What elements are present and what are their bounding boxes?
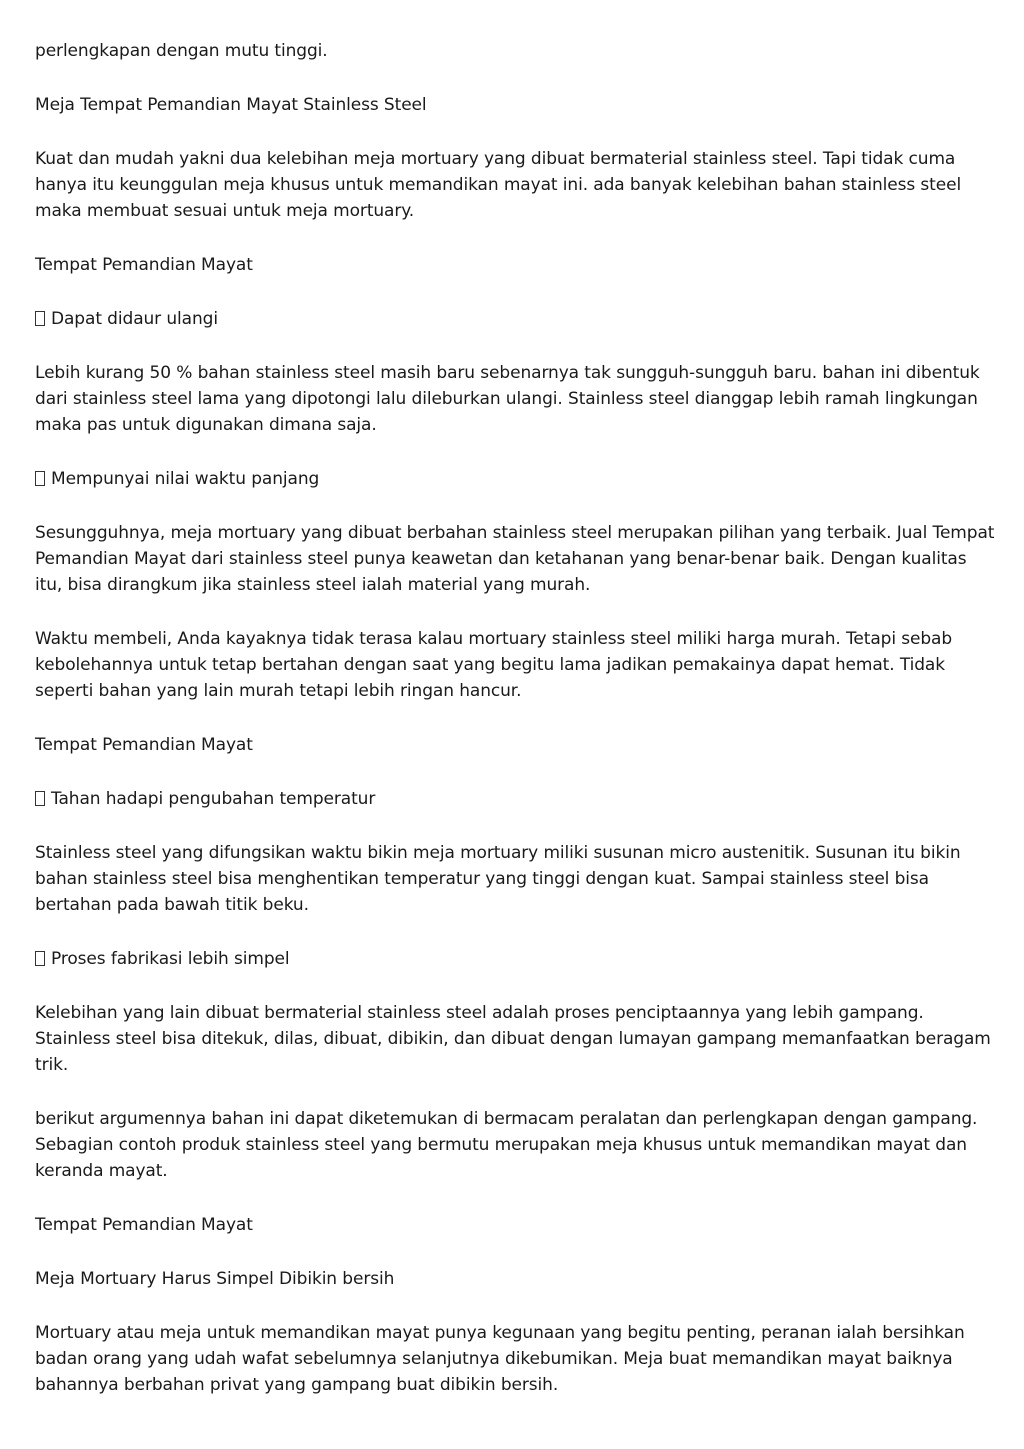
paragraph-continuation: perlengkapan dengan mutu tinggi. bbox=[35, 41, 328, 61]
paragraph: Kuat dan mudah yakni dua kelebihan meja mortuary yang dibuat bermaterial stainless steel. Tapi tidak cuma hanya itu keunggulan meja khusus untuk memandikan mayat ini. ada banyak kelebihan bahan stainless steel maka membuat sesuai untuk meja mortuary. bbox=[35, 149, 962, 221]
bullet-item-label: Proses fabrikasi lebih simpel bbox=[51, 949, 290, 969]
document-body bbox=[35, 38, 995, 1426]
paragraph: Mortuary atau meja untuk memandikan mayat punya kegunaan yang begitu penting, peranan ialah bersihkan badan orang yang udah wafat sebelumnya selanjutnya dikebumikan. Meja buat memandikan mayat baiknya bahannya berbahan privat yang gampang buat dibikin bersih. bbox=[35, 1323, 965, 1395]
bullet-item bbox=[35, 946, 995, 972]
paragraph: Stainless steel yang difungsikan waktu bikin meja mortuary miliki susunan micro austenitik. Susunan itu bikin bahan stainless steel bisa menghentikan temperatur yang tinggi dengan kuat. Sampai stainless steel bisa bertahan pada bawah titik beku. bbox=[35, 843, 961, 915]
missing-glyph-icon bbox=[35, 951, 45, 966]
paragraph: berikut argumennya bahan ini dapat diketemukan di bermacam peralatan dan perlengkapan dengan gampang. Sebagian contoh produk stainless steel yang bermutu merupakan meja khusus untuk memandikan mayat dan keranda mayat. bbox=[35, 1109, 978, 1181]
section-heading: Meja Tempat Pemandian Mayat Stainless Steel bbox=[35, 95, 427, 115]
bullet-item bbox=[35, 466, 995, 492]
bullet-item bbox=[35, 786, 995, 812]
link-label: Tempat Pemandian Mayat bbox=[35, 255, 253, 275]
paragraph: Kelebihan yang lain dibuat bermaterial stainless steel adalah proses penciptaannya yang lebih gampang. Stainless steel bisa ditekuk, dilas, dibuat, dibikin, dan dibuat dengan lumayan gampang memanfaatkan beragam trik. bbox=[35, 1003, 991, 1075]
section-heading: Meja Mortuary Harus Simpel Dibikin bersih bbox=[35, 1269, 395, 1289]
bullet-item-label: Tahan hadapi pengubahan temperatur bbox=[51, 789, 376, 809]
link-label: Tempat Pemandian Mayat bbox=[35, 1215, 253, 1235]
bullet-item-label: Mempunyai nilai waktu panjang bbox=[51, 469, 320, 489]
missing-glyph-icon bbox=[35, 311, 45, 326]
paragraph: Waktu membeli, Anda kayaknya tidak terasa kalau mortuary stainless steel miliki harga murah. Tetapi sebab kebolehannya untuk tetap bertahan dengan saat yang begitu lama jadikan pemakainya dapat hemat. Tidak seperti bahan yang lain murah tetapi lebih ringan hancur. bbox=[35, 629, 953, 701]
missing-glyph-icon bbox=[35, 471, 45, 486]
paragraph: Lebih kurang 50 % bahan stainless steel masih baru sebenarnya tak sungguh-sungguh baru. bahan ini dibentuk dari stainless steel lama yang dipotongi lalu dileburkan ulangi. Stainless steel dianggap lebih ramah lingkungan maka pas untuk digunakan dimana saja. bbox=[35, 363, 980, 435]
bullet-item-label: Dapat didaur ulangi bbox=[51, 309, 218, 329]
bullet-item bbox=[35, 306, 995, 332]
paragraph: Sesungguhnya, meja mortuary yang dibuat berbahan stainless steel merupakan pilihan yang terbaik. Jual Tempat Pemandian Mayat dari stainless steel punya keawetan dan ketahanan yang benar-benar baik. Dengan kualitas itu, bisa dirangkum jika stainless steel ialah material yang murah. bbox=[35, 523, 995, 595]
missing-glyph-icon bbox=[35, 791, 45, 806]
link-label: Tempat Pemandian Mayat bbox=[35, 735, 253, 755]
